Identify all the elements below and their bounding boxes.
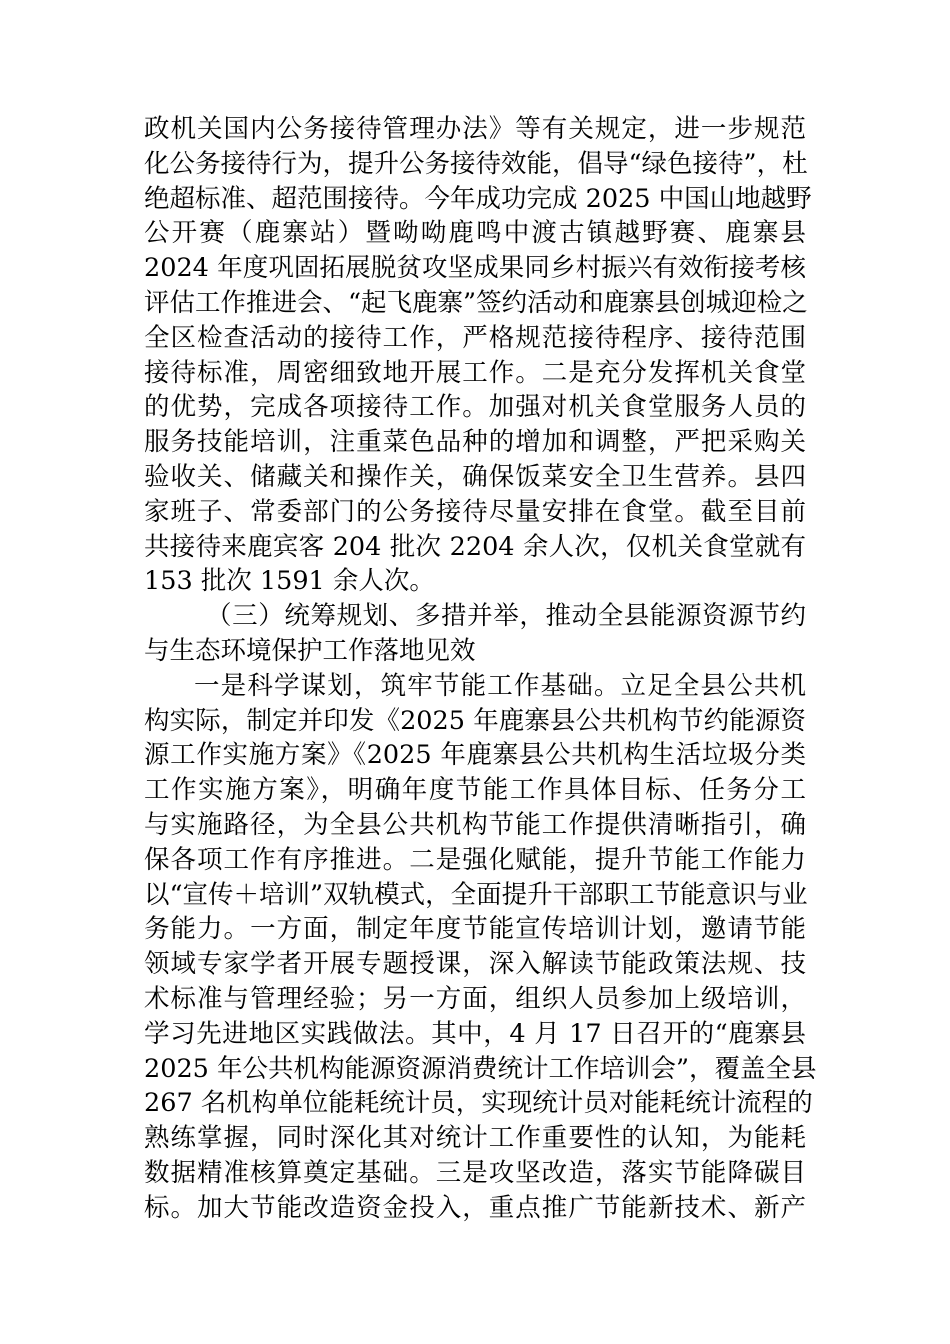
text-line: 政机关国内公务接待管理办法》等有关规定，进一步规范: [144, 114, 806, 144]
text-line: 标。加大节能改造资金投入，重点推广节能新技术、新产: [144, 1192, 806, 1223]
text-line: 153 批次 1591 余人次。: [144, 566, 435, 597]
text-line: 共接待来鹿宾客 204 批次 2204 余人次，仅机关食堂就有: [144, 531, 806, 562]
text-line: 保各项工作有序推进。二是强化赋能，提升节能工作能力: [144, 844, 806, 875]
text-line: 接待标准，周密细致地开展工作。二是充分发挥机关食堂: [144, 357, 806, 388]
text-line: 工作实施方案》，明确年度节能工作具体目标、任务分工: [144, 775, 806, 806]
text-line: 公开赛（鹿寨站）暨呦呦鹿鸣中渡古镇越野赛、鹿寨县: [144, 218, 806, 249]
text-line: 的优势，完成各项接待工作。加强对机关食堂服务人员的: [144, 392, 806, 423]
text-line: 2024 年度巩固拓展脱贫攻坚成果同乡村振兴有效衔接考核: [144, 253, 806, 284]
section-heading: （三）统筹规划、多措并举，推动全县能源资源节约: [206, 601, 806, 632]
text-line: 以“宣传＋培训”双轨模式，全面提升干部职工节能意识与业: [144, 879, 808, 910]
text-line: 领域专家学者开展专题授课，深入解读节能政策法规、技: [144, 949, 806, 980]
text-line: 服务技能培训，注重菜色品种的增加和调整，严把采购关: [144, 427, 806, 458]
text-line: 2025 年公共机构能源资源消费统计工作培训会”，覆盖全县: [144, 1053, 817, 1084]
text-line: 源工作实施方案》《2025 年鹿寨县公共机构生活垃圾分类: [144, 740, 806, 771]
section-heading-continued: 与生态环境保护工作落地见效: [144, 635, 476, 666]
text-line: 绝超标准、超范围接待。今年成功完成 2025 中国山地越野: [144, 183, 812, 214]
text-line: 验收关、储藏关和操作关，确保饭菜安全卫生营养。县四: [144, 461, 806, 492]
text-line: 家班子、常委部门的公务接待尽量安排在食堂。截至目前: [144, 496, 806, 527]
text-line: 评估工作推进会、“起飞鹿寨”签约活动和鹿寨县创城迎检之: [144, 287, 808, 318]
text-line: 术标准与管理经验；另一方面，组织人员参加上级培训，: [144, 983, 806, 1014]
text-line: 构实际，制定并印发《2025 年鹿寨县公共机构节约能源资: [144, 705, 806, 736]
paragraph-first-line: 一是科学谋划，筑牢节能工作基础。立足全县公共机: [194, 670, 806, 701]
text-line: 267 名机构单位能耗统计员，实现统计员对能耗统计流程的: [144, 1088, 813, 1119]
document-body: [144, 112, 817, 1226]
text-line: 全区检查活动的接待工作，严格规范接待程序、接待范围: [144, 322, 806, 353]
text-line: 数据精准核算奠定基础。三是攻坚改造，落实节能降碳目: [144, 1157, 806, 1188]
text-line: 务能力。一方面，制定年度节能宣传培训计划，邀请节能: [144, 914, 806, 945]
text-line: 熟练掌握，同时深化其对统计工作重要性的认知，为能耗: [144, 1123, 806, 1154]
text-line: 学习先进地区实践做法。其中，4 月 17 日召开的“鹿寨县: [144, 1018, 806, 1049]
text-line: 与实施路径，为全县公共机构节能工作提供清晰指引，确: [144, 809, 806, 840]
text-line: 化公务接待行为，提升公务接待效能，倡导“绿色接待”，杜: [144, 148, 808, 179]
